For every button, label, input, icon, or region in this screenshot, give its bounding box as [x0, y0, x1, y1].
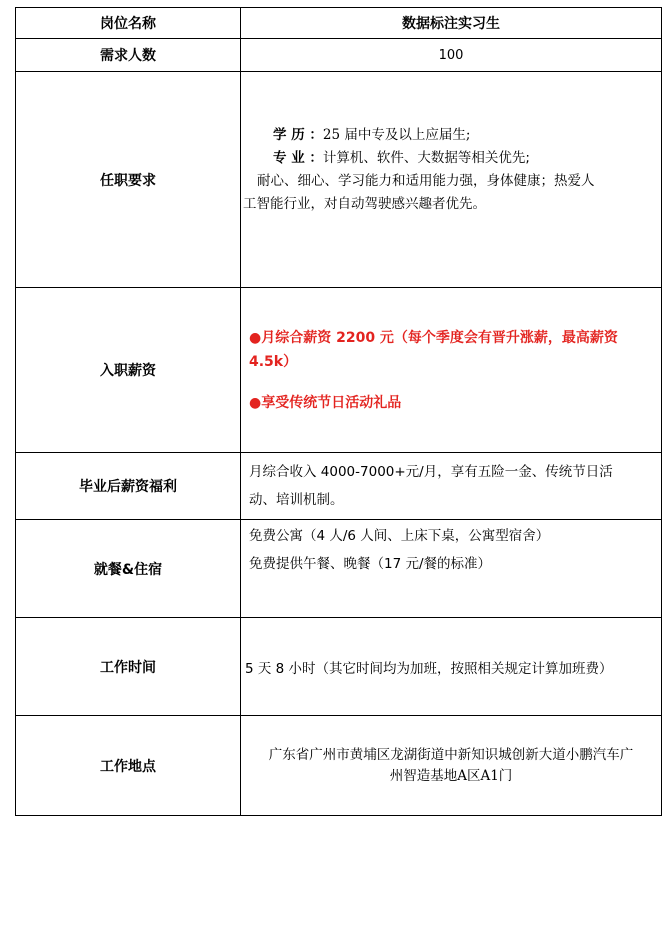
post-grad-line-2: 动、培训机制。: [249, 492, 344, 508]
education-value: 25 届中专及以上应届生;: [322, 127, 471, 143]
requirements-label: 任职要求: [16, 72, 241, 288]
food-lodging-line-2: 免费提供午餐、晚餐（17 元/餐的标准）: [249, 556, 492, 572]
food-lodging-line-1: 免费公寓（4 人/6 人间、上床下桌，公寓型宿舍）: [249, 528, 550, 544]
traits-line-1: 耐心、细心、学习能力和适用能力强，身体健康；热爱人: [257, 173, 595, 189]
education-line: [241, 124, 661, 147]
food-lodging-value: [241, 520, 662, 618]
post-grad-line-1: 月综合收入 4000-7000+元/月，享有五险一金、传统节日活: [249, 464, 613, 480]
major-line: [241, 147, 661, 170]
row-position-name: [16, 8, 662, 39]
post-grad-label: 毕业后薪资福利: [16, 453, 241, 520]
salary-item-1-line-2: 4.5k）: [249, 353, 298, 370]
education-label: 学 历 ：: [273, 127, 323, 143]
row-food-lodging: [16, 520, 662, 618]
row-salary: [16, 288, 662, 453]
position-name-value: 数据标注实习生: [241, 8, 662, 39]
work-location-value: [241, 716, 662, 816]
food-lodging-label: 就餐&住宿: [16, 520, 241, 618]
salary-item-1-line-1: ●月综合薪资 2200 元（每个季度会有晋升涨薪，最高薪资: [249, 329, 618, 346]
row-headcount: [16, 39, 662, 72]
headcount-label: 需求人数: [16, 39, 241, 72]
work-location-line-2: 州智造基地A区A1门: [389, 767, 513, 784]
job-info-table: [15, 7, 662, 816]
salary-value: [241, 288, 662, 453]
work-time-label: 工作时间: [16, 618, 241, 716]
bullet-icon: ●: [249, 329, 262, 346]
row-post-grad: [16, 453, 662, 520]
work-time-value: 5 天 8 小时（其它时间均为加班，按照相关规定计算加班费）: [241, 618, 662, 716]
major-label: 专 业 ：: [273, 150, 323, 166]
bullet-icon: ●: [249, 394, 262, 411]
post-grad-value: [241, 453, 662, 520]
position-name-label: 岗位名称: [16, 8, 241, 39]
salary-item-2: ●享受传统节日活动礼品: [249, 394, 402, 411]
salary-label: 入职薪资: [16, 288, 241, 453]
requirements-value: [241, 72, 662, 288]
row-work-location: [16, 716, 662, 816]
major-value: 计算机、软件、大数据等相关优先;: [322, 150, 530, 166]
headcount-value: 100: [241, 39, 662, 72]
row-requirements: [16, 72, 662, 288]
traits-line-2: 工智能行业，对自动驾驶感兴趣者优先。: [243, 196, 486, 212]
work-location-label: 工作地点: [16, 716, 241, 816]
work-location-line-1: 广东省广州市黄埔区龙湖街道中新知识城创新大道小鹏汽车广: [268, 746, 634, 763]
row-work-time: [16, 618, 662, 716]
